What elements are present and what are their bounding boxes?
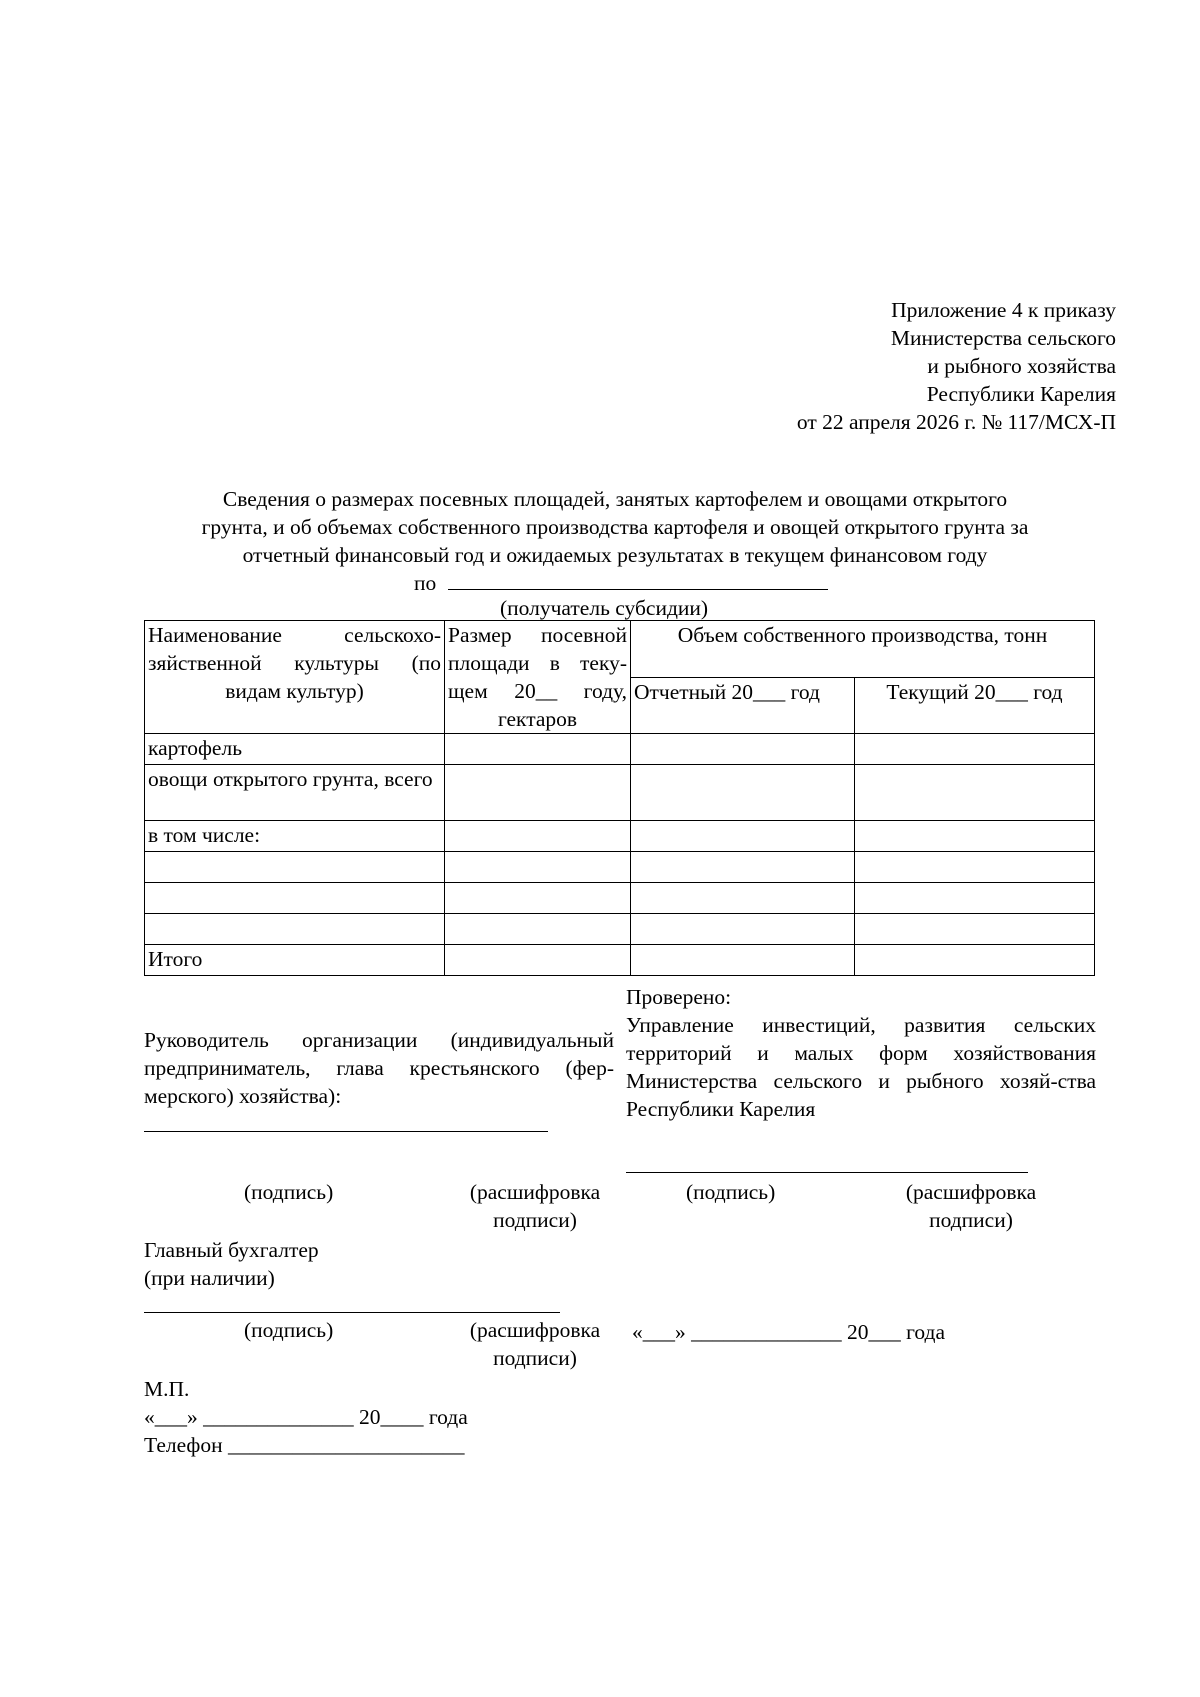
area-cell[interactable] [445,883,631,914]
checked-signature-caption: (подпись) [686,1180,776,1204]
stamp-label: М.П. [144,1377,190,1401]
table-row [145,734,1095,765]
checked-signature-line[interactable] [626,1172,1028,1173]
area-cell[interactable] [445,821,631,852]
reporting-cell[interactable] [631,883,855,914]
reporting-cell[interactable] [631,852,855,883]
title-line: Сведения о размерах посевных площадей, занятых картофелем и овощами открытого [222,487,1008,511]
data-table [144,620,1095,976]
current-cell[interactable] [855,914,1095,945]
header-current-year: Текущий 20___ год [855,677,1095,734]
current-cell[interactable] [855,765,1095,821]
decryption-caption-line: подписи) [493,1346,577,1370]
decryption-caption-line: подписи) [929,1208,1013,1232]
reporting-cell[interactable] [631,945,855,976]
checked-date-line[interactable]: «___» ______________ 20___ года [632,1320,946,1344]
date-line[interactable]: «___» ______________ 20____ года [144,1405,468,1429]
decryption-caption-line: (расшифровка [469,1318,601,1342]
accountant-note: (при наличии) [144,1266,275,1290]
head-decryption-caption [450,1178,620,1234]
reporting-cell[interactable] [631,765,855,821]
current-cell[interactable] [855,883,1095,914]
current-cell[interactable] [855,852,1095,883]
head-label: Руководитель организации (индивидуальный предприниматель, глава крестьянского (фер-мерского) хозяйства): [144,1028,614,1108]
header-reporting-year: Отчетный 20___ год [631,677,855,734]
row-label: овощи открытого грунта, всего [145,765,445,821]
reporting-cell[interactable] [631,914,855,945]
accountant-label: Главный бухгалтер [144,1238,319,1262]
appendix-line: от 22 апреля 2026 г. № 117/МСХ-П [796,410,1116,434]
header-volume: Объем собственного производства, тонн [631,621,1095,678]
recipient-hint: (получатель субсидии) [500,596,709,620]
appendix-line: Республики Карелия [926,382,1116,406]
checked-body: Управление инвестиций, развития сельских территорий и малых форм хозяйствования Министерства сельского и рыбного хозяй-ства Республики Карелия [626,1013,1096,1121]
decryption-caption-line: подписи) [493,1208,577,1232]
current-cell[interactable] [855,734,1095,765]
current-cell[interactable] [855,821,1095,852]
table-row [145,852,1095,883]
row-label: в том числе: [145,821,445,852]
appendix-line: Приложение 4 к приказу [891,298,1116,322]
row-label[interactable] [145,914,445,945]
recipient-line [414,569,828,597]
appendix-block [797,296,1116,436]
checked-title: Проверено: [626,985,732,1009]
reporting-cell[interactable] [631,821,855,852]
accountant-signature-line[interactable] [144,1312,560,1313]
area-cell[interactable] [445,765,631,821]
header-area: Размер посевной площади в теку-щем 20__ году, гектаров [445,621,631,734]
title-line: отчетный финансовый год и ожидаемых результатах в текущем финансовом году [242,543,988,567]
decryption-caption-line: (расшифровка [905,1180,1037,1204]
by-prefix: по [414,571,437,595]
row-label[interactable] [145,852,445,883]
checked-decryption-caption [886,1178,1056,1234]
area-cell[interactable] [445,852,631,883]
row-label[interactable] [145,883,445,914]
row-label: Итого [145,945,445,976]
table-row [145,945,1095,976]
decryption-caption-line: (расшифровка [469,1180,601,1204]
table-row [145,821,1095,852]
table-row [145,765,1095,821]
accountant-decryption-caption [450,1316,620,1372]
area-cell[interactable] [445,734,631,765]
appendix-line: и рыбного хозяйства [927,354,1116,378]
row-label: картофель [145,734,445,765]
head-signature-line[interactable] [144,1131,548,1132]
current-cell[interactable] [855,945,1095,976]
phone-line[interactable]: Телефон ______________________ [144,1433,465,1457]
table-row [145,883,1095,914]
title-line: грунта, и об объемах собственного производства картофеля и овощей открытого грунта за [201,515,1029,539]
reporting-cell[interactable] [631,734,855,765]
head-signature-caption: (подпись) [244,1180,334,1204]
table-row [145,914,1095,945]
appendix-line: Министерства сельского [890,326,1116,350]
area-cell[interactable] [445,914,631,945]
accountant-signature-caption: (подпись) [244,1318,334,1342]
area-cell[interactable] [445,945,631,976]
header-crop: Наименование сельскохо-зяйственной культуры (по видам культур) [145,621,445,734]
document-title [135,485,1095,569]
recipient-field[interactable] [448,569,828,590]
